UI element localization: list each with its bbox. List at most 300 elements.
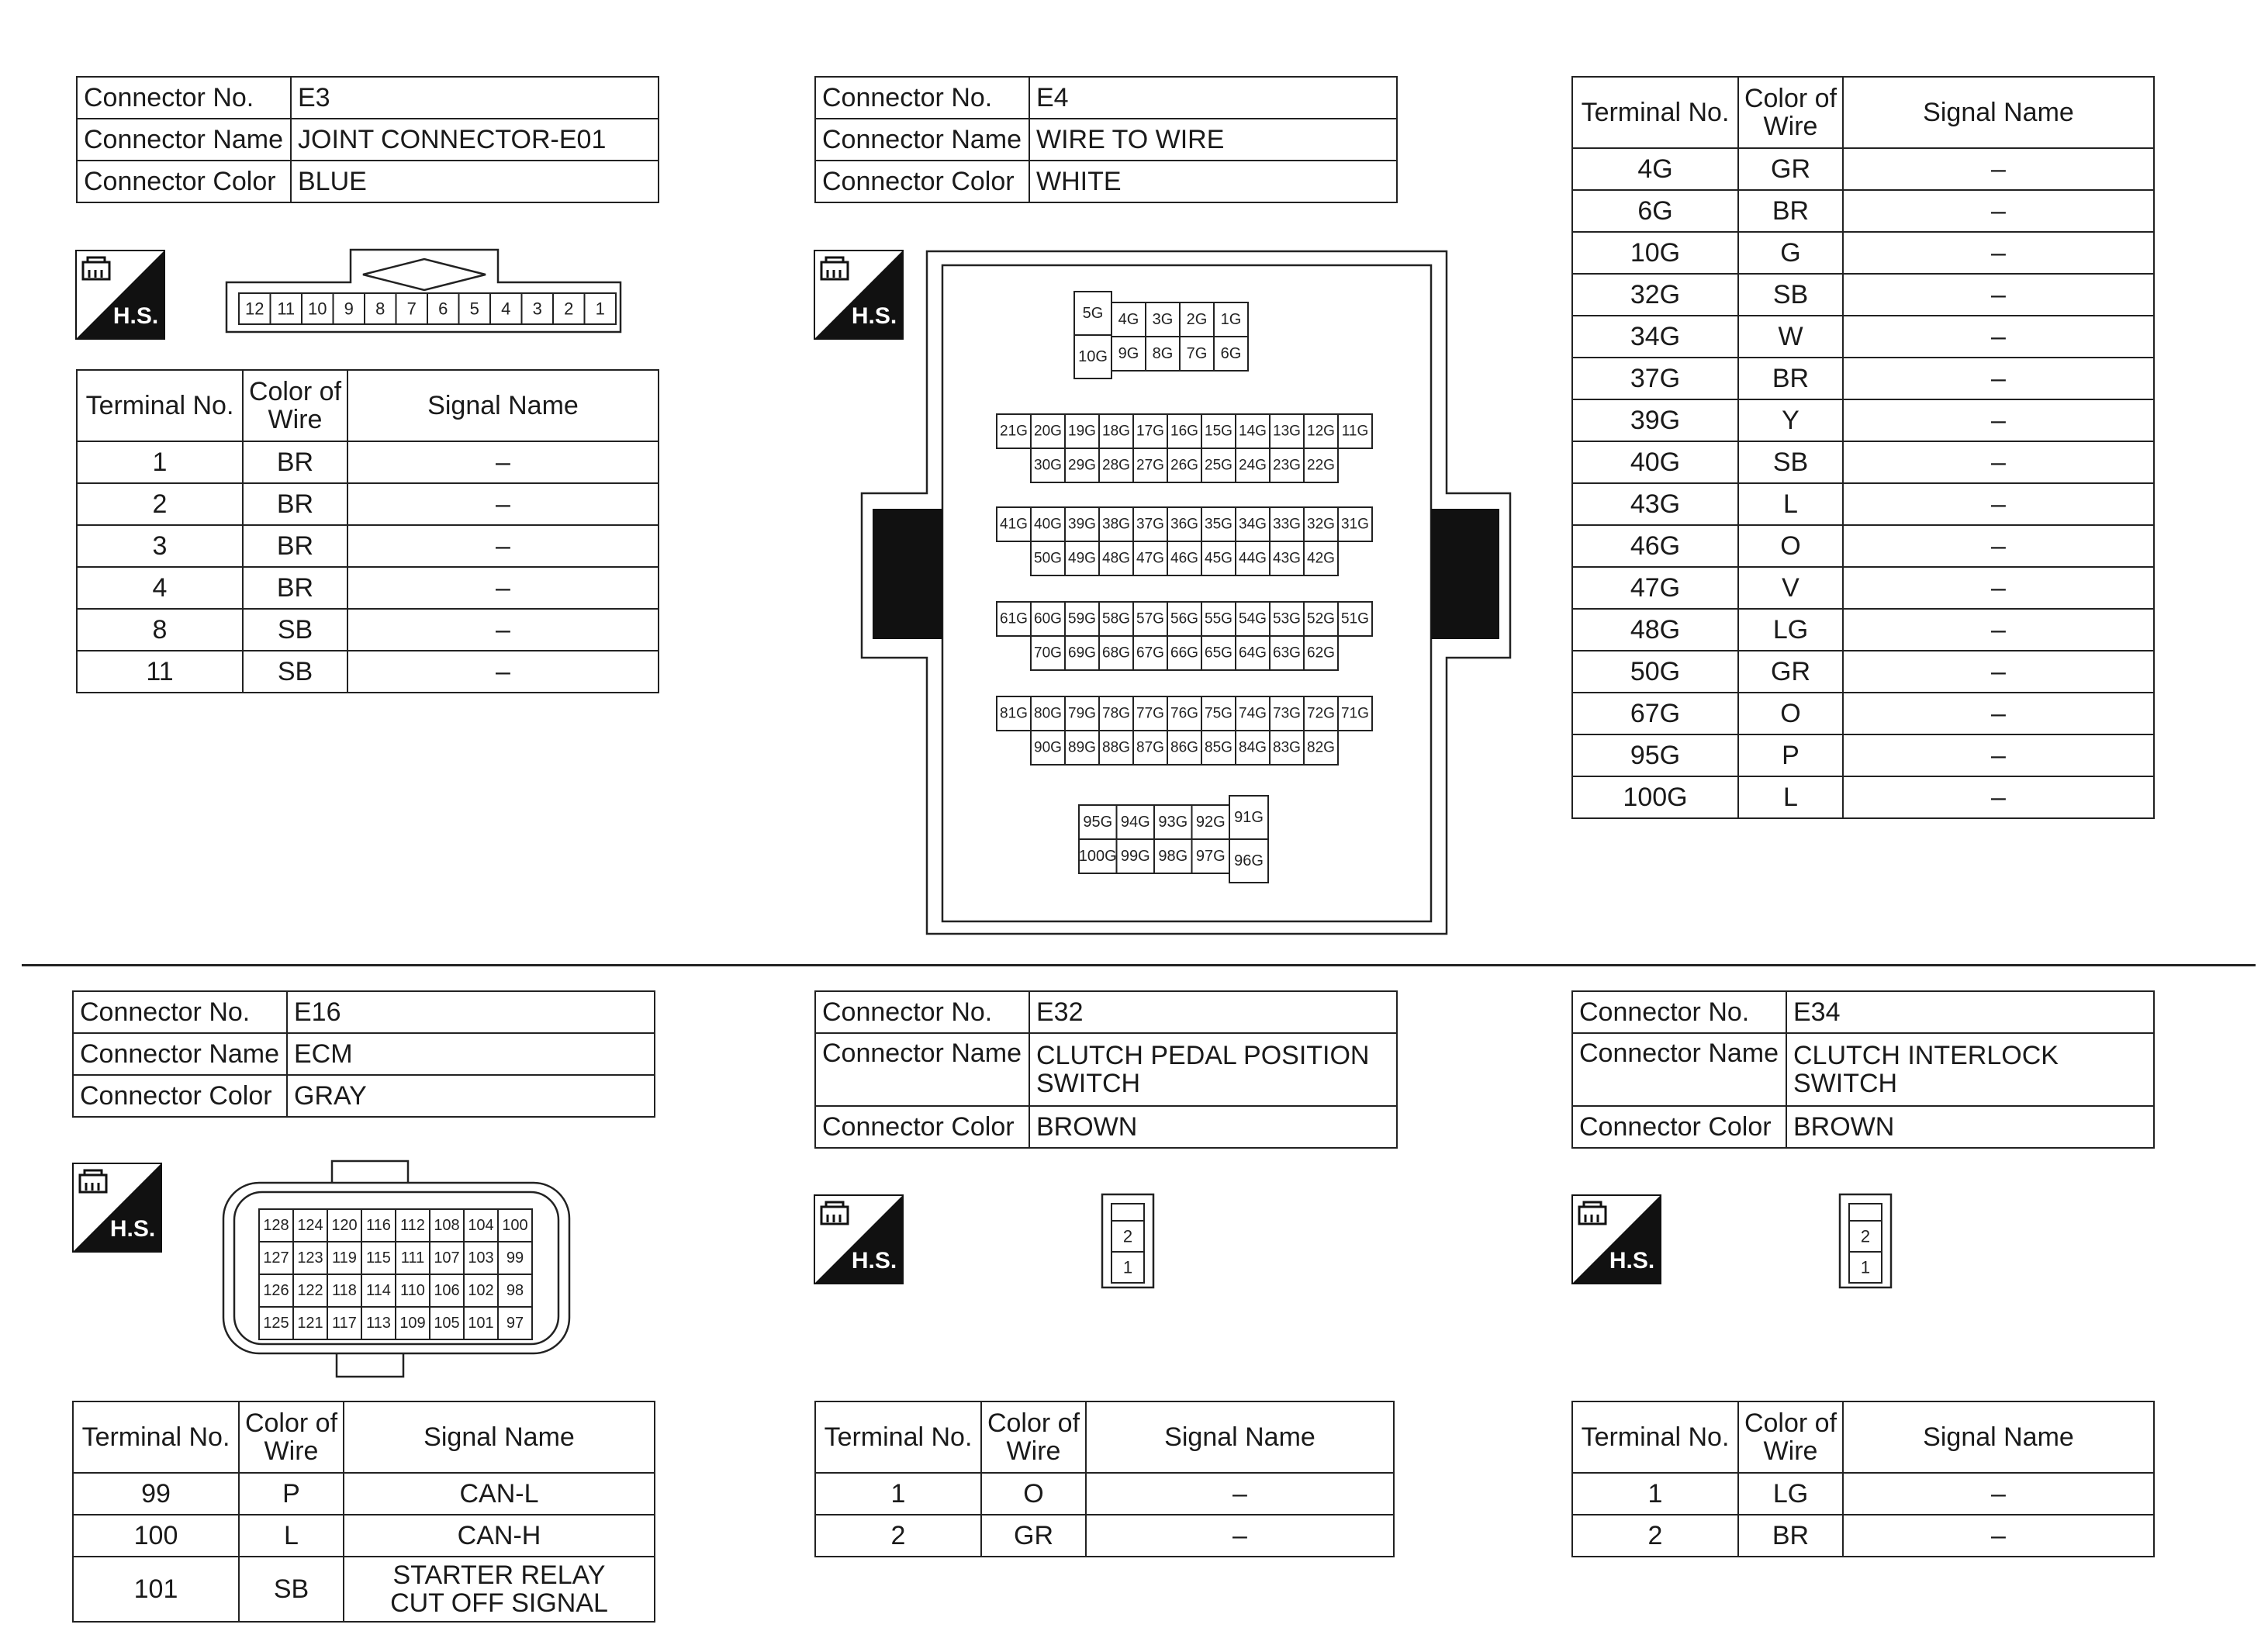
connector-color-value: BLUE bbox=[291, 161, 659, 202]
signal-name-cell: – bbox=[1843, 399, 2154, 441]
hs-label: H.S. bbox=[851, 303, 897, 329]
signal-name-cell: – bbox=[1843, 525, 2154, 567]
wire-color-cell: LG bbox=[1738, 1473, 1843, 1515]
terminal-no-cell: 11 bbox=[77, 651, 243, 693]
terminal-no-cell: 6G bbox=[1572, 190, 1738, 232]
connector-name-label: Connector Name bbox=[815, 119, 1029, 161]
table-row bbox=[77, 609, 659, 651]
connector-color-label: Connector Color bbox=[815, 161, 1029, 202]
table-row bbox=[1572, 232, 2154, 274]
table-row bbox=[1572, 693, 2154, 734]
connector-name-value: JOINT CONNECTOR-E01 bbox=[291, 119, 659, 161]
wire-color-cell: O bbox=[1738, 693, 1843, 734]
pin-label: 74G bbox=[1239, 705, 1267, 722]
pin-cell bbox=[1304, 414, 1338, 448]
pin-label: 86G bbox=[1170, 739, 1198, 756]
pin-label: 8 bbox=[375, 299, 385, 319]
pin-label: 115 bbox=[366, 1249, 391, 1267]
pin-cell bbox=[1167, 636, 1201, 670]
connector-color-label: Connector Color bbox=[73, 1075, 287, 1117]
pin-label: 91G bbox=[1234, 809, 1264, 826]
pin-label: 12G bbox=[1307, 423, 1335, 440]
pin-label: 2 bbox=[1122, 1226, 1133, 1246]
pin-cell bbox=[1338, 507, 1372, 541]
pin-cell bbox=[1133, 414, 1167, 448]
pin-cell bbox=[1270, 731, 1304, 765]
pin-cell bbox=[1270, 507, 1304, 541]
color-of-wire-header: Color of Wire bbox=[981, 1401, 1086, 1473]
hs-label: H.S. bbox=[109, 1216, 156, 1242]
wire-color-cell: BR bbox=[1738, 358, 1843, 399]
pin-cell bbox=[1133, 507, 1167, 541]
pin-cell bbox=[430, 1307, 464, 1339]
pin-label: 41G bbox=[1000, 516, 1028, 533]
pin-cell bbox=[1133, 731, 1167, 765]
pin-cell bbox=[327, 1274, 361, 1307]
pin-label: 1G bbox=[1220, 311, 1242, 328]
pin-cell bbox=[997, 696, 1031, 731]
wire-color-cell: BR bbox=[243, 567, 347, 609]
terminal-no-cell: 2 bbox=[1572, 1515, 1738, 1557]
signal-name-cell: – bbox=[1843, 441, 2154, 483]
signal-name-cell: – bbox=[347, 525, 659, 567]
pin-label: 1 bbox=[1860, 1257, 1871, 1277]
pin-label: 109 bbox=[399, 1315, 426, 1332]
pin-cell bbox=[361, 1242, 396, 1274]
pin-cell bbox=[1192, 839, 1230, 873]
pin-label: 50G bbox=[1034, 550, 1062, 567]
connector-name-value: CLUTCH PEDAL POSITION SWITCH bbox=[1029, 1033, 1397, 1106]
pin-cell bbox=[1201, 696, 1236, 731]
pin-label: 29G bbox=[1068, 457, 1096, 474]
pin-cell bbox=[1167, 541, 1201, 575]
connector-color-value: GRAY bbox=[287, 1075, 655, 1117]
table-row bbox=[1572, 483, 2154, 525]
pin-label: 96G bbox=[1234, 852, 1264, 869]
pin-label: 2 bbox=[1860, 1226, 1871, 1246]
e4-connector-face bbox=[857, 248, 1516, 938]
signal-name-cell: – bbox=[1843, 609, 2154, 651]
pin-label: 55G bbox=[1205, 610, 1232, 627]
pin-cell bbox=[1031, 507, 1065, 541]
pin-label: 101 bbox=[468, 1315, 494, 1332]
pin-label: 68G bbox=[1102, 645, 1130, 662]
pin-label: 13G bbox=[1273, 423, 1301, 440]
table-row bbox=[1572, 776, 2154, 818]
pin-cell bbox=[396, 1209, 430, 1242]
pin-label: 62G bbox=[1307, 645, 1335, 662]
pin-cell bbox=[396, 1242, 430, 1274]
pin-cell bbox=[1167, 414, 1201, 448]
terminal-no-cell: 48G bbox=[1572, 609, 1738, 651]
pin-cell bbox=[361, 1274, 396, 1307]
pin-cell bbox=[1099, 448, 1133, 482]
pin-cell bbox=[1133, 448, 1167, 482]
table-row bbox=[1572, 567, 2154, 609]
connector-name-label: Connector Name bbox=[1572, 1033, 1786, 1106]
pin-cell bbox=[1338, 696, 1372, 731]
pin-label: 40G bbox=[1034, 516, 1062, 533]
pin-cell bbox=[1270, 636, 1304, 670]
pin-label: 27G bbox=[1136, 457, 1164, 474]
table-row bbox=[1572, 1515, 2154, 1557]
wire-color-cell: P bbox=[239, 1473, 344, 1515]
pin-label: 1 bbox=[595, 299, 605, 319]
pin-label: 78G bbox=[1102, 705, 1130, 722]
connector-no-value: E32 bbox=[1029, 991, 1397, 1033]
pin-label: 9 bbox=[344, 299, 354, 319]
signal-name-cell: – bbox=[1843, 734, 2154, 776]
harness-side-icon bbox=[75, 250, 165, 340]
terminal-no-cell: 3 bbox=[77, 525, 243, 567]
pin-cell bbox=[1236, 636, 1270, 670]
pin-cell bbox=[1099, 602, 1133, 636]
pin-label: 128 bbox=[263, 1217, 289, 1234]
pin-label: 47G bbox=[1136, 550, 1164, 567]
e3-connector-info bbox=[76, 76, 659, 203]
pin-label: 57G bbox=[1136, 610, 1164, 627]
pin-cell bbox=[1338, 602, 1372, 636]
pin-cell bbox=[430, 1274, 464, 1307]
pin-label: 108 bbox=[434, 1217, 460, 1234]
pin-cell bbox=[293, 1274, 327, 1307]
pin-label: 3 bbox=[532, 299, 542, 319]
table-row bbox=[1572, 734, 2154, 776]
terminal-no-cell: 1 bbox=[815, 1473, 981, 1515]
terminal-no-cell: 1 bbox=[1572, 1473, 1738, 1515]
pin-label: 93G bbox=[1158, 814, 1188, 831]
wire-color-cell: O bbox=[981, 1473, 1086, 1515]
pin-label: 126 bbox=[263, 1282, 289, 1299]
pin-cell bbox=[997, 602, 1031, 636]
terminal-no-cell: 43G bbox=[1572, 483, 1738, 525]
pin-cell bbox=[1031, 636, 1065, 670]
pin-label: 49G bbox=[1068, 550, 1096, 567]
pin-cell bbox=[1270, 448, 1304, 482]
pin-cell bbox=[1154, 839, 1192, 873]
signal-name-header: Signal Name bbox=[1086, 1401, 1394, 1473]
pin-label: 70G bbox=[1034, 645, 1062, 662]
signal-name-cell: – bbox=[1843, 232, 2154, 274]
pin-cell bbox=[1167, 696, 1201, 731]
pin-cell bbox=[1133, 602, 1167, 636]
pin-label: 119 bbox=[332, 1249, 357, 1267]
pin-cell bbox=[585, 293, 617, 324]
pin-label: 69G bbox=[1068, 645, 1096, 662]
pin-label: 104 bbox=[468, 1217, 494, 1234]
pin-label: 22G bbox=[1307, 457, 1335, 474]
terminal-no-cell: 39G bbox=[1572, 399, 1738, 441]
pin-cell bbox=[1111, 337, 1146, 371]
pin-label: 4G bbox=[1118, 311, 1139, 328]
pin-cell bbox=[1031, 448, 1065, 482]
terminal-no-cell: 8 bbox=[77, 609, 243, 651]
pin-label: 56G bbox=[1170, 610, 1198, 627]
section-divider bbox=[22, 964, 2256, 966]
pin-label: 23G bbox=[1273, 457, 1301, 474]
signal-name-cell: – bbox=[1843, 1473, 2154, 1515]
pin-label: 37G bbox=[1136, 516, 1164, 533]
e34-connector-face bbox=[1838, 1193, 1894, 1291]
wire-color-cell: SB bbox=[243, 651, 347, 693]
wire-color-cell: GR bbox=[1738, 651, 1843, 693]
pin-label: 51G bbox=[1341, 610, 1369, 627]
table-row bbox=[1572, 190, 2154, 232]
pin-label: 19G bbox=[1068, 423, 1096, 440]
pin-label: 1 bbox=[1122, 1257, 1133, 1277]
wire-color-cell: BR bbox=[1738, 190, 1843, 232]
signal-name-header: Signal Name bbox=[1843, 1401, 2154, 1473]
pin-cell bbox=[293, 1242, 327, 1274]
pin-cell bbox=[1099, 541, 1133, 575]
pin-cell bbox=[1270, 414, 1304, 448]
pin-cell bbox=[327, 1307, 361, 1339]
pin-label: 84G bbox=[1239, 739, 1267, 756]
pin-label: 33G bbox=[1273, 516, 1301, 533]
pin-label: 71G bbox=[1341, 705, 1369, 722]
table-row bbox=[1572, 274, 2154, 316]
pin-label: 90G bbox=[1034, 739, 1062, 756]
signal-name-cell: – bbox=[347, 609, 659, 651]
pin-cell bbox=[430, 1209, 464, 1242]
connector-no-value: E16 bbox=[287, 991, 655, 1033]
pin-cell bbox=[1304, 696, 1338, 731]
pin-cell bbox=[1065, 414, 1099, 448]
pin-cell bbox=[1031, 602, 1065, 636]
pin-cell bbox=[553, 293, 585, 324]
pin-cell bbox=[464, 1209, 498, 1242]
harness-side-icon bbox=[814, 1194, 904, 1284]
pin-label: 102 bbox=[468, 1282, 494, 1299]
pin-cell bbox=[396, 1307, 430, 1339]
wire-color-cell: GR bbox=[981, 1515, 1086, 1557]
table-row bbox=[1572, 399, 2154, 441]
table-row bbox=[77, 651, 659, 693]
pin-cell bbox=[1270, 541, 1304, 575]
pin-cell bbox=[1236, 414, 1270, 448]
e16-connector-info bbox=[72, 990, 655, 1118]
pin-cell bbox=[1229, 839, 1268, 883]
hs-label: H.S. bbox=[112, 303, 159, 329]
signal-name-cell: – bbox=[1843, 358, 2154, 399]
pin-cell bbox=[1031, 541, 1065, 575]
pin-cell bbox=[1201, 731, 1236, 765]
pin-cell bbox=[1099, 414, 1133, 448]
pin-label: 99G bbox=[1120, 848, 1150, 865]
pin-label: 94G bbox=[1120, 814, 1150, 831]
e34-terminal-table bbox=[1571, 1401, 2155, 1557]
pin-cell bbox=[1154, 805, 1192, 839]
pin-cell bbox=[302, 293, 334, 324]
terminal-no-header: Terminal No. bbox=[1572, 1401, 1738, 1473]
pin-label: 121 bbox=[297, 1315, 323, 1332]
pin-cell bbox=[1201, 636, 1236, 670]
pin-cell bbox=[1236, 541, 1270, 575]
color-of-wire-header: Color of Wire bbox=[243, 370, 347, 441]
signal-name-cell: STARTER RELAY CUT OFF SIGNAL bbox=[344, 1557, 655, 1622]
wire-color-cell: V bbox=[1738, 567, 1843, 609]
pin-cell bbox=[1338, 414, 1372, 448]
pin-label: 88G bbox=[1102, 739, 1130, 756]
signal-name-cell: – bbox=[1843, 1515, 2154, 1557]
pin-label: 15G bbox=[1205, 423, 1232, 440]
signal-name-cell: – bbox=[1843, 567, 2154, 609]
pin-label: 114 bbox=[366, 1282, 391, 1299]
pin-cell bbox=[1031, 414, 1065, 448]
terminal-no-cell: 101 bbox=[73, 1557, 239, 1622]
pin-cell bbox=[1236, 696, 1270, 731]
connector-color-label: Connector Color bbox=[77, 161, 291, 202]
pin-cell bbox=[1065, 448, 1099, 482]
pin-label: 24G bbox=[1239, 457, 1267, 474]
pin-cell bbox=[1133, 696, 1167, 731]
pin-cell bbox=[1236, 602, 1270, 636]
terminal-no-cell: 50G bbox=[1572, 651, 1738, 693]
pin-label: 3G bbox=[1152, 311, 1174, 328]
table-row bbox=[1572, 1473, 2154, 1515]
pin-cell bbox=[1111, 302, 1146, 337]
pin-label: 45G bbox=[1205, 550, 1232, 567]
pin-cell bbox=[1099, 507, 1133, 541]
pin-cell bbox=[1117, 839, 1155, 873]
table-row bbox=[1572, 358, 2154, 399]
e3-terminal-table bbox=[76, 369, 659, 693]
pin-cell bbox=[522, 293, 554, 324]
wire-color-cell: SB bbox=[239, 1557, 344, 1622]
signal-name-header: Signal Name bbox=[347, 370, 659, 441]
signal-name-cell: – bbox=[347, 483, 659, 525]
wire-color-cell: L bbox=[239, 1515, 344, 1557]
signal-name-cell: – bbox=[1843, 148, 2154, 190]
harness-side-icon bbox=[72, 1163, 162, 1253]
pin-label: 77G bbox=[1136, 705, 1164, 722]
pin-label: 63G bbox=[1273, 645, 1301, 662]
pin-label: 87G bbox=[1136, 739, 1164, 756]
connector-name-value: ECM bbox=[287, 1033, 655, 1075]
pin-cell bbox=[1236, 448, 1270, 482]
signal-name-cell: – bbox=[1843, 776, 2154, 818]
pin-label: 117 bbox=[332, 1315, 357, 1332]
pin-label: 53G bbox=[1273, 610, 1301, 627]
terminal-no-cell: 100 bbox=[73, 1515, 239, 1557]
table-row bbox=[1572, 651, 2154, 693]
wire-color-cell: SB bbox=[243, 609, 347, 651]
pin-cell bbox=[498, 1274, 532, 1307]
signal-name-cell: – bbox=[1843, 316, 2154, 358]
pin-label: 100 bbox=[502, 1217, 528, 1234]
pin-label: 89G bbox=[1068, 739, 1096, 756]
pin-label: 80G bbox=[1034, 705, 1062, 722]
pin-label: 30G bbox=[1034, 457, 1062, 474]
terminal-no-cell: 99 bbox=[73, 1473, 239, 1515]
pin-label: 81G bbox=[1000, 705, 1028, 722]
connector-color-value: BROWN bbox=[1029, 1106, 1397, 1148]
pin-label: 39G bbox=[1068, 516, 1096, 533]
wire-color-cell: BR bbox=[243, 483, 347, 525]
signal-name-cell: – bbox=[347, 651, 659, 693]
connector-no-value: E34 bbox=[1786, 991, 2154, 1033]
pin-label: 17G bbox=[1136, 423, 1164, 440]
pin-label: 105 bbox=[434, 1315, 460, 1332]
terminal-no-cell: 1 bbox=[77, 441, 243, 483]
pin-label: 58G bbox=[1102, 610, 1130, 627]
pin-label: 106 bbox=[434, 1282, 460, 1299]
table-row bbox=[77, 567, 659, 609]
terminal-no-header: Terminal No. bbox=[1572, 77, 1738, 148]
pin-label: 5G bbox=[1082, 305, 1104, 322]
pin-cell bbox=[327, 1242, 361, 1274]
pin-cell bbox=[1167, 507, 1201, 541]
pin-label: 48G bbox=[1102, 550, 1130, 567]
pin-cell bbox=[1214, 302, 1248, 337]
pin-cell bbox=[1849, 1221, 1882, 1252]
pin-cell bbox=[1111, 1204, 1144, 1221]
pin-cell bbox=[1304, 731, 1338, 765]
table-row bbox=[815, 1515, 1394, 1557]
pin-cell bbox=[293, 1209, 327, 1242]
pin-cell bbox=[464, 1274, 498, 1307]
pin-label: 100G bbox=[1078, 848, 1117, 865]
pin-cell bbox=[1304, 448, 1338, 482]
e4-connector-info bbox=[814, 76, 1398, 203]
pin-cell bbox=[1167, 448, 1201, 482]
wire-color-cell: BR bbox=[243, 525, 347, 567]
pin-cell bbox=[1236, 507, 1270, 541]
pin-cell bbox=[1201, 541, 1236, 575]
pin-cell bbox=[396, 1274, 430, 1307]
pin-cell bbox=[1146, 302, 1180, 337]
hs-label: H.S. bbox=[851, 1248, 897, 1274]
terminal-no-header: Terminal No. bbox=[815, 1401, 981, 1473]
pin-label: 18G bbox=[1102, 423, 1130, 440]
terminal-no-cell: 2 bbox=[815, 1515, 981, 1557]
pin-label: 82G bbox=[1307, 739, 1335, 756]
pin-cell bbox=[1065, 731, 1099, 765]
wire-color-cell: O bbox=[1738, 525, 1843, 567]
signal-name-cell: – bbox=[1086, 1473, 1394, 1515]
pin-cell bbox=[1214, 337, 1248, 371]
pin-cell bbox=[361, 1209, 396, 1242]
pin-cell bbox=[1133, 541, 1167, 575]
pin-cell bbox=[1229, 796, 1268, 839]
pin-cell bbox=[1065, 636, 1099, 670]
e32-connector-face bbox=[1101, 1193, 1156, 1291]
pin-label: 118 bbox=[332, 1282, 357, 1299]
connector-color-value: BROWN bbox=[1786, 1106, 2154, 1148]
pin-cell bbox=[1849, 1252, 1882, 1283]
pin-cell bbox=[997, 507, 1031, 541]
pin-label: 14G bbox=[1239, 423, 1267, 440]
terminal-no-cell: 100G bbox=[1572, 776, 1738, 818]
pin-label: 34G bbox=[1239, 516, 1267, 533]
terminal-no-cell: 46G bbox=[1572, 525, 1738, 567]
pin-cell bbox=[1304, 507, 1338, 541]
wire-color-cell: L bbox=[1738, 483, 1843, 525]
pin-cell bbox=[1201, 507, 1236, 541]
pin-label: 85G bbox=[1205, 739, 1232, 756]
pin-label: 35G bbox=[1205, 516, 1232, 533]
pin-cell bbox=[259, 1274, 293, 1307]
e4-terminal-table bbox=[1571, 76, 2155, 819]
pin-cell bbox=[1079, 839, 1117, 873]
pin-label: 4 bbox=[501, 299, 511, 319]
connector-no-label: Connector No. bbox=[815, 991, 1029, 1033]
pin-cell bbox=[1074, 335, 1111, 378]
pin-label: 25G bbox=[1205, 457, 1232, 474]
pin-label: 36G bbox=[1170, 516, 1198, 533]
pin-label: 73G bbox=[1273, 705, 1301, 722]
pin-label: 10 bbox=[308, 299, 327, 319]
